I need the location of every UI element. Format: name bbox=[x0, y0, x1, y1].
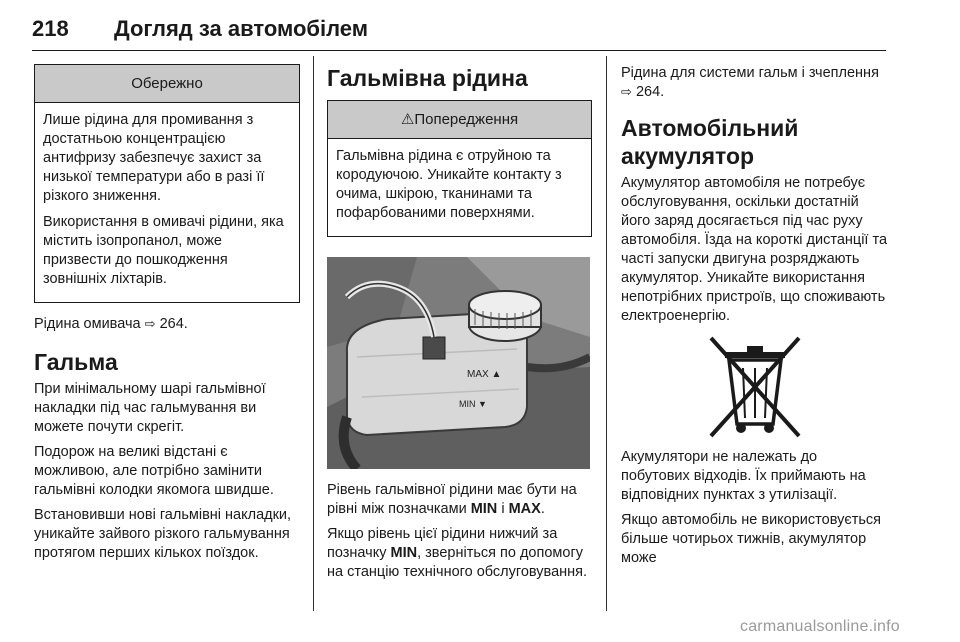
page-number: 218 bbox=[32, 16, 69, 41]
caution-paragraph: Використання в омивачі рідини, яка містить ізопропанол, може призвести до пошкодження зовнішніх ліхтарів. bbox=[43, 214, 284, 287]
column-right bbox=[621, 64, 889, 574]
column-divider bbox=[313, 56, 314, 611]
page-reference-icon: ⇨ bbox=[144, 317, 156, 332]
watermark: carmanualsonline.info bbox=[740, 618, 900, 635]
caution-paragraph: Лише рідина для промивання з достатньою концентрацією антифризу забезпечує захист за низької температури або в разі її різкого зниження. bbox=[43, 112, 265, 204]
brake-fluid-reference: Рідина для системи гальм і зчеплення ⇨ 264. bbox=[621, 65, 879, 100]
body-paragraph: Акумулятор автомобіля не потребує обслуговування, оскільки достатній його заряд досягається під час руху автомобіля. Їзда на короткі дистанції та часті запуски двигуна розряджають акумулятор. Уникайте використання непотрібних пристроїв, що споживають електроенергію. bbox=[621, 175, 888, 324]
min-mark: MIN bbox=[390, 545, 418, 561]
column-middle bbox=[327, 64, 592, 588]
body-paragraph: Подорож на великі відстані є можливою, але потрібно замінити гальмівні колодки якомога швидше. bbox=[34, 444, 274, 498]
low-fluid-paragraph: Якщо рівень цієї рідини нижчий за позначку MIN, зверніться по допомогу на станцію технічного обслуговування. bbox=[327, 526, 588, 580]
washer-fluid-reference: Рідина омивача ⇨ 264. bbox=[34, 316, 188, 332]
body-paragraph: Встановивши нові гальмівні накладки, уникайте зайвого різкого гальмування протягом перших кількох поїздок. bbox=[34, 507, 292, 561]
caution-title: Обережно bbox=[35, 65, 299, 103]
page-header bbox=[32, 16, 886, 51]
warning-icon: ⚠ bbox=[400, 111, 415, 128]
fluid-level-paragraph: Рівень гальмівної рідини має бути на рівні між позначками MIN і MAX. bbox=[327, 482, 577, 517]
column-divider bbox=[606, 56, 607, 611]
warning-title: ⚠Попередження bbox=[328, 101, 591, 139]
page-title: Догляд за автомобілем bbox=[114, 16, 369, 41]
max-mark-label: MAX ▲ bbox=[467, 369, 502, 380]
section-heading-brakes: Гальма bbox=[34, 349, 118, 375]
page-reference-link[interactable]: 264. bbox=[159, 316, 188, 332]
min-mark: MIN bbox=[470, 501, 498, 517]
body-paragraph: Якщо автомобіль не використовується більше чотирьох тижнів, акумулятор може bbox=[621, 512, 882, 566]
brake-fluid-reservoir-photo bbox=[327, 257, 590, 469]
crossed-out-bin-icon bbox=[707, 332, 803, 440]
caution-box bbox=[34, 64, 300, 303]
body-paragraph: Акумулятори не належать до побутових відходів. Їх приймають на відповідних пунктах з утилізації. bbox=[621, 449, 866, 503]
column-left bbox=[34, 64, 300, 569]
warning-box bbox=[327, 100, 592, 237]
page-reference-icon: ⇨ bbox=[621, 85, 632, 100]
min-mark-label: MIN ▼ bbox=[459, 399, 487, 409]
warning-text: Гальмівна рідина є отруйною та кородуючою. Уникайте контакту з очима, шкірою, тканинами та пофарбованими поверхнями. bbox=[336, 148, 562, 221]
body-paragraph: При мінімальному шарі гальмівної накладки під час гальмування ви можете почути скрегіт. bbox=[34, 381, 266, 435]
section-heading-brake-fluid: Гальмівна рідина bbox=[327, 65, 528, 91]
section-heading-battery: Автомобільний акумулятор bbox=[621, 115, 799, 169]
max-mark: MAX bbox=[508, 501, 541, 517]
page-reference-link[interactable]: 264. bbox=[635, 84, 665, 100]
